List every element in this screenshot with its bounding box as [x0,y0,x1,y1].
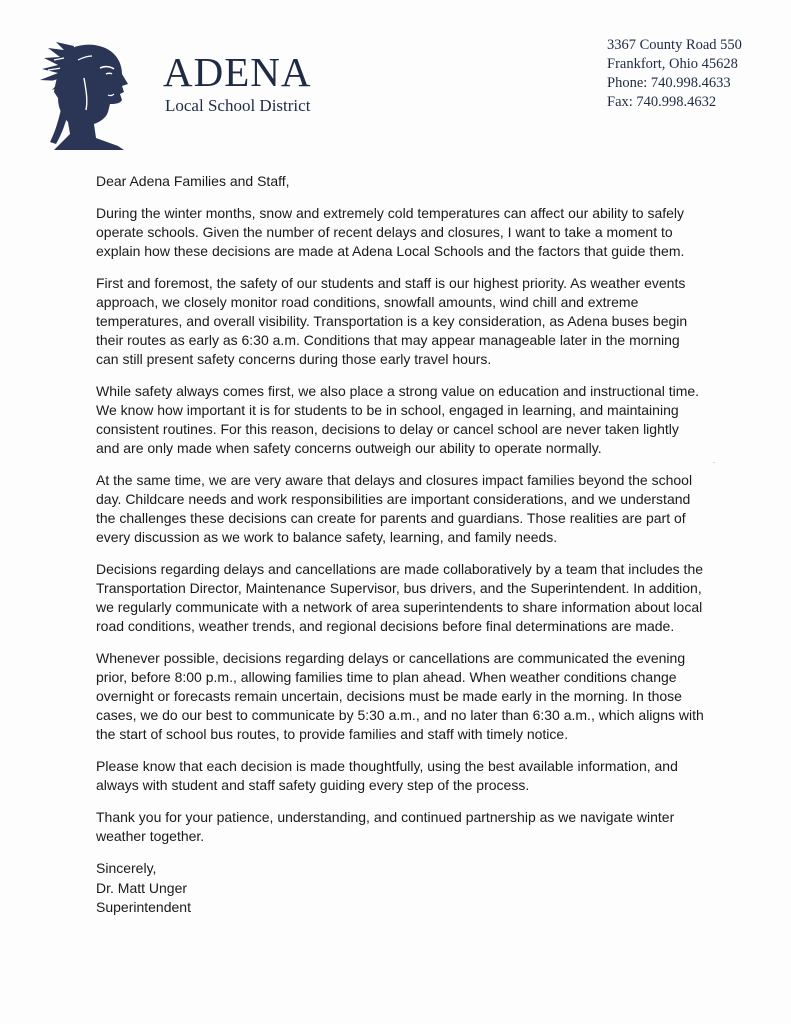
letter-paragraph: Thank you for your patience, understanding, and continued partnership as we navigate winter weather together. [96,809,675,844]
letter-paragraph: Please know that each decision is made thoughtfully, using the best available information, and always with student and staff safety guiding every step of the process. [96,758,678,793]
address-phone: Phone: 740.998.4633 [607,75,731,91]
district-address-block [607,36,787,112]
letter-paragraph: While safety always comes first, we also place a strong value on education and instructional time. We know how important it is for students to be in school, engaged in learning, and maintaining consistent routines. For this reason, decisions to delay or cancel school are never taken lightly and are only made when safety concerns outweigh our ability to operate normally. [96,383,700,456]
scan-speck [713,462,715,463]
letter-body [96,172,706,918]
letter-signature-block [96,859,706,918]
letter-paragraph: At the same time, we are very aware that delays and closures impact families beyond the school day. Childcare needs and work responsibilities are important considerations, and we understand the challenges these decisions can create for parents and guardians. Those realities are part of every discussion as we work to balance safety, learning, and family needs. [96,472,693,545]
mascot-head-with-feathers-icon [34,38,152,150]
letter-closing: Sincerely, [96,860,157,876]
district-name: ADENA [163,49,312,95]
address-fax: Fax: 740.998.4632 [607,94,717,110]
signer-title: Superintendent [96,899,191,915]
letter-paragraph: During the winter months, snow and extremely cold temperatures can affect our ability to safely operate schools. Given the number of recent delays and closures, I want to take a moment to explain how these decisions are made at Adena Local Schools and the factors that guide them. [96,205,685,259]
signer-name: Dr. Matt Unger [96,879,188,896]
letter-paragraph: First and foremost, the safety of our students and staff is our highest priority. As weather events approach, we closely monitor road conditions, snowfall amounts, wind chill and extreme temperatures, and overall visibility. Transportation is a key consideration, as Adena buses begin their routes as early as 6:30 a.m. Conditions that may appear manageable later in the morning can still present safety concerns during those early travel hours. [96,275,688,367]
letter-paragraph: Decisions regarding delays and cancellations are made collaboratively by a team that includes the Transportation Director, Maintenance Supervisor, bus drivers, and the Superintendent. In addition, we regularly communicate with a network of area superintendents to share information about local road conditions, weather trends, and regional decisions before final determinations are made. [96,561,704,634]
district-subtitle: Local School District [165,96,311,115]
address-city: Frankfort, Ohio 45628 [607,56,738,72]
letter-salutation: Dear Adena Families and Staff, [96,173,290,189]
address-street: 3367 County Road 550 [607,37,742,53]
district-branding [163,50,311,116]
letter-paragraph: Whenever possible, decisions regarding delays or cancellations are communicated the evening prior, before 8:00 p.m., allowing families time to plan ahead. When weather conditions change overnight or forecasts remain uncertain, decisions must be made early in the morning. In those cases, we do our best to communicate by 5:30 a.m., and no later than 6:30 a.m., which aligns with the start of school bus routes, to provide families and staff with timely notice. [96,650,704,742]
